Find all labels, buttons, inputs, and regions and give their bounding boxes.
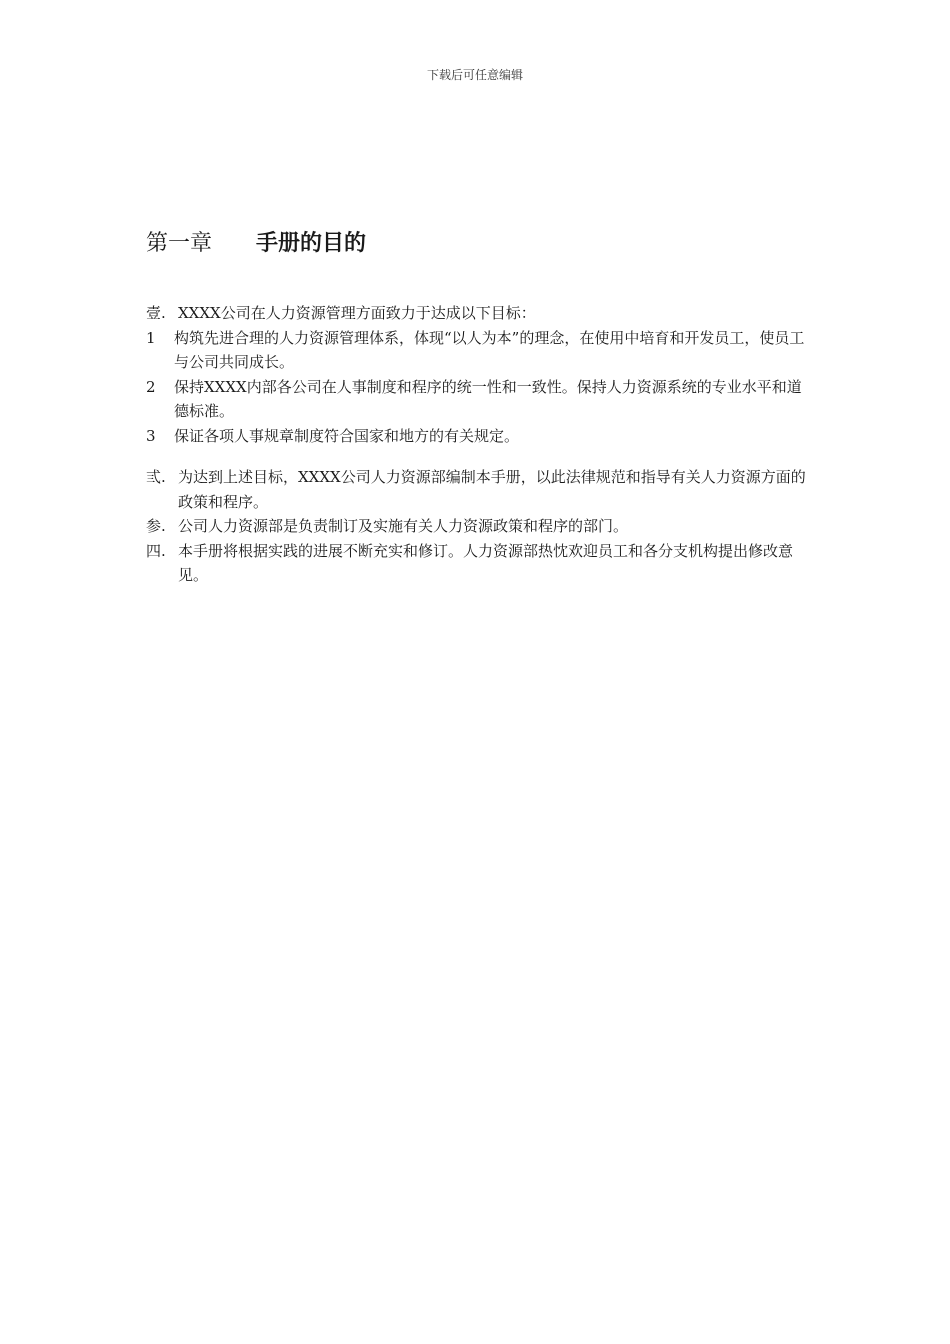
section-1-intro (146, 301, 808, 326)
paragraph-gap (146, 448, 808, 465)
chapter-heading (146, 228, 366, 260)
chapter-number: 第一章 (146, 231, 213, 256)
list-item-text: 保证各项人事规章制度符合国家和地方的有关规定。 (174, 426, 520, 445)
section-2-marker: 弎. (146, 468, 166, 486)
list-item-text: 构筑先进合理的人力资源管理体系，体现“以人为本”的理念，在使用中培育和开发员工，使员工与公司共同成长。 (174, 328, 805, 371)
list-item-marker: 1 (146, 328, 156, 347)
section-3 (146, 514, 808, 539)
list-item-text: 保持XXXX内部各公司在人事制度和程序的统一性和一致性。保持人力资源系统的专业水平和道德标准。 (174, 377, 802, 420)
section-1-marker: 壹. (146, 304, 166, 322)
list-item (146, 375, 808, 424)
list-item-marker: 3 (146, 426, 156, 445)
list-item-marker: 2 (146, 377, 156, 396)
section-2 (146, 465, 808, 514)
list-item (146, 424, 808, 449)
section-1-text: XXXX公司在人力资源管理方面致力于达成以下目标： (178, 304, 536, 322)
section-4 (146, 539, 808, 588)
section-4-marker: 四. (146, 541, 166, 560)
section-3-text: 公司人力资源部是负责制订及实施有关人力资源政策和程序的部门。 (178, 517, 629, 535)
section-4-text: 本手册将根据实践的进展不断充实和修订。人力资源部热忱欢迎员工和各分支机构提出修改意见。 (178, 541, 794, 584)
document-body (146, 301, 808, 588)
chapter-title: 手册的目的 (256, 231, 367, 256)
section-3-marker: 参. (146, 517, 166, 535)
header-note: 下载后可任意编辑 (426, 68, 523, 82)
list-item (146, 326, 808, 375)
section-2-text: 为达到上述目标，XXXX公司人力资源部编制本手册，以此法律规范和指导有关人力资源方面的政策和程序。 (178, 468, 806, 511)
